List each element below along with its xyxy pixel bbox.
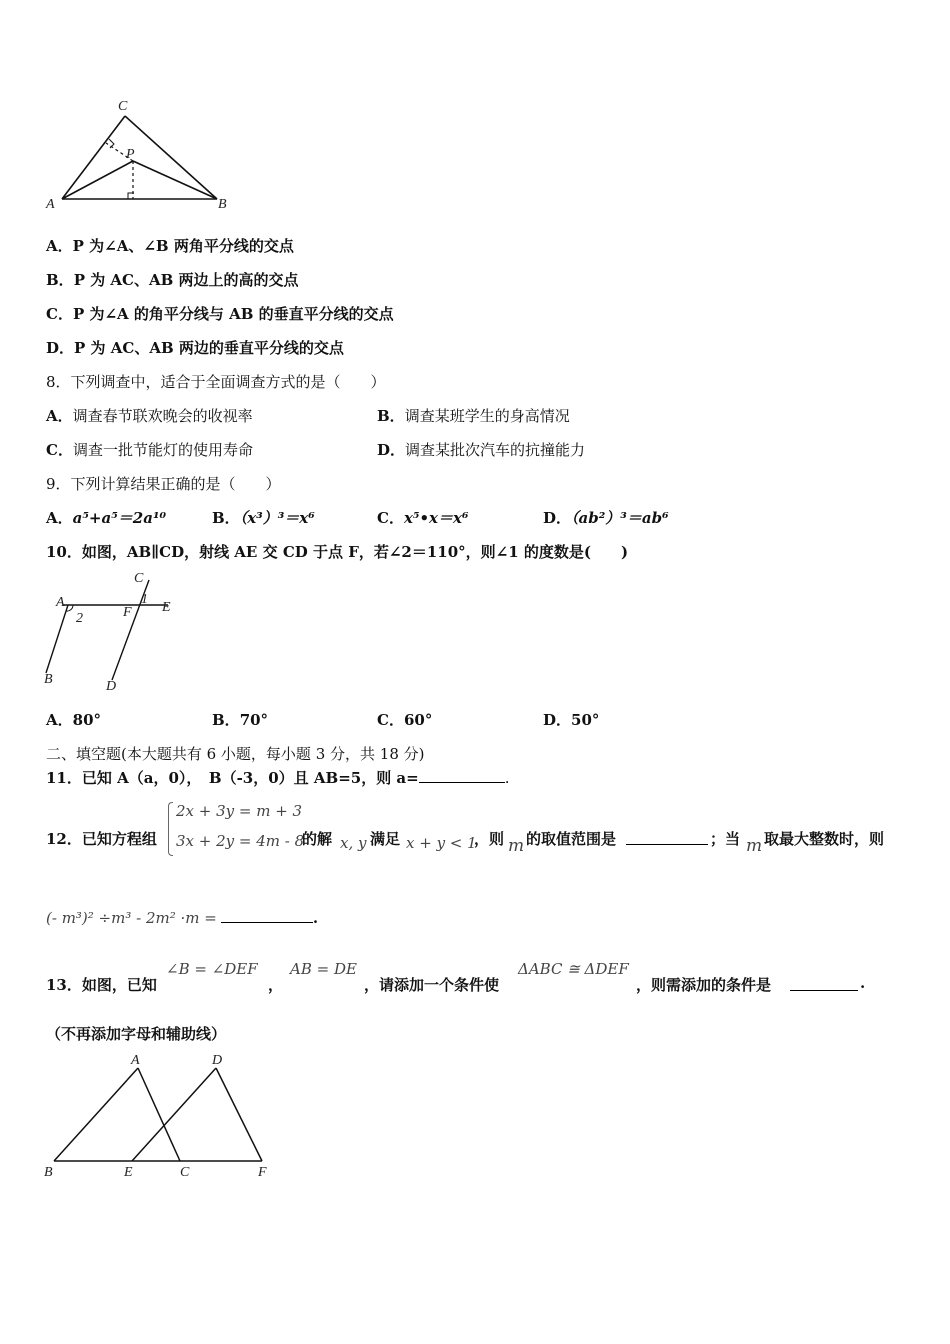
section-title: 二、填空题(本大题共有 6 小题，每小题 3 分，共 18 分) [46,745,425,763]
q9-option-b [212,508,315,528]
q11-end: . [504,769,510,787]
q12-mid3: ，则 [474,830,505,848]
q7-option-b [46,270,299,290]
label-a: A [131,1053,140,1068]
label-a: A [56,595,65,610]
q12-mid6: 取最大整数时，则 [764,830,885,848]
q8-option-d [377,440,585,460]
q12-mid1: 的解 [302,830,333,848]
q8-option-d-text: 调查某批次汽车的抗撞能力 [405,441,586,459]
q9-option-c-letter: C． [377,509,404,527]
q12-m1: m [508,836,525,856]
q12-vars: x, y [340,834,367,852]
label-1: 1 [141,592,148,607]
q12-blank1[interactable] [626,830,708,845]
q10-option-a-text: 80° [72,711,102,729]
label-b: B [44,672,53,687]
label-b: B [218,197,227,212]
q8-option-c [46,440,253,460]
q12-m2: m [746,836,763,856]
q9-option-a [46,508,166,528]
q10-option-b [212,710,268,730]
parallel-lines-figure [38,568,188,696]
q13-sep: ， [268,976,284,994]
q8-option-a-letter: A． [46,407,73,425]
q12-blank2[interactable] [221,908,313,923]
label-e: E [162,600,171,615]
label-f: F [123,605,132,620]
q12-prefix: 12．已知方程组 [46,830,157,848]
q9-option-d-letter: D． [543,509,572,527]
label-c: C [134,571,144,586]
label-d: D [106,679,117,694]
q13-line [46,960,926,1000]
q10-option-d-text: 50° [571,711,600,729]
q8-option-d-letter: D． [377,441,406,459]
q10-option-b-letter: B． [212,711,240,729]
q8-option-c-letter: C． [46,441,73,459]
q12-mid2: 满足 [370,830,401,848]
triangle-apb-figure [40,92,240,217]
label-c: C [180,1165,190,1180]
q9-option-a-letter: A． [46,509,73,527]
q13-suffix: ，则需添加的条件是 [636,976,772,994]
q12-eq2: 3x + 2y = 4m - 8 [176,832,305,850]
q10-option-c [377,710,432,730]
label-p: P [126,147,135,162]
q9-option-c-text: x⁵•x＝x⁶ [403,509,469,527]
q13-eq2: AB = DE [290,960,357,978]
q9-option-d [543,508,669,528]
q9-option-d-text: （ab²）³＝ab⁶ [571,509,669,527]
q12-line [46,800,926,860]
label-a: A [46,197,55,212]
q8-option-b-text: 调查某班学生的身高情况 [404,407,570,425]
q9-option-c [377,508,469,528]
q12-end: . [312,909,319,927]
q10-option-b-text: 70° [239,711,269,729]
label-f: F [258,1165,267,1180]
q7-option-a [46,236,294,256]
q9-option-a-text: a⁵+a⁵＝2a¹⁰ [72,509,167,527]
label-2: 2 [76,611,83,626]
q10-option-a [46,710,101,730]
label-b: B [44,1165,53,1180]
q7-option-d-text: P 为 AC、AB 两边的垂直平分线的交点 [74,339,344,357]
q13-blank[interactable] [790,976,858,991]
q7-option-d-letter: D． [46,339,75,357]
q13-eq1: ∠B = ∠DEF [166,960,258,978]
q11-line [46,768,510,788]
q8-stem: 8．下列调查中，适合于全面调查方式的是（ ） [46,373,386,391]
congruent-triangles-figure [40,1050,280,1182]
q13-eq3: ΔABC ≅ ΔDEF [518,960,629,978]
q13-mid: ，请添加一个条件使 [364,976,500,994]
q10-option-c-text: 60° [403,711,433,729]
label-e: E [124,1165,133,1180]
q7-option-a-text: P 为∠A、∠B 两角平分线的交点 [72,237,294,255]
q7-option-a-letter: A． [46,237,73,255]
q13-end: . [860,974,866,992]
label-c: C [118,99,128,114]
q7-option-d [46,338,344,358]
q8-option-b [377,406,570,426]
q9-option-b-text: （x³）³＝x⁶ [239,509,315,527]
q8-option-a-text: 调查春节联欢晚会的收视率 [72,407,253,425]
q9-option-b-letter: B． [212,509,240,527]
q10-stem: 10．如图，AB∥CD，射线 AE 交 CD 于点 F，若∠2＝110°，则∠1 的度数是( ) [46,543,629,561]
q8-option-b-letter: B． [377,407,405,425]
label-d: D [212,1053,223,1068]
q7-option-b-text: P 为 AC、AB 两边上的高的交点 [73,271,299,289]
q8-option-a [46,406,253,426]
q8-option-c-text: 调查一批节能灯的使用寿命 [72,441,253,459]
q12-expr-line [46,908,318,928]
q7-option-c-text: P 为∠A 的角平分线与 AB 的垂直平分线的交点 [72,305,394,323]
q11-text: 11．已知 A（a，0）， B（-3，0）且 AB=5，则 a= [46,769,419,787]
q12-eq1: 2x + 3y = m + 3 [176,802,303,820]
q10-option-c-letter: C． [377,711,404,729]
q11-blank[interactable] [419,768,505,783]
q12-mid4: 的取值范围是 [526,830,617,848]
q7-option-c [46,304,394,324]
q13-note: （不再添加字母和辅助线） [46,1025,227,1043]
q10-option-a-letter: A． [46,711,73,729]
q10-option-d [543,710,599,730]
q12-cond: x + y < 1 [406,834,477,852]
q7-option-b-letter: B． [46,271,74,289]
q13-prefix: 13．如图，已知 [46,976,157,994]
q12-expr: (- m³)² ÷m³ - 2m² ·m = [46,909,217,927]
q9-stem: 9．下列计算结果正确的是（ ） [46,475,281,493]
q10-option-d-letter: D． [543,711,572,729]
q12-mid5: ；当 [710,830,741,848]
q7-option-c-letter: C． [46,305,73,323]
